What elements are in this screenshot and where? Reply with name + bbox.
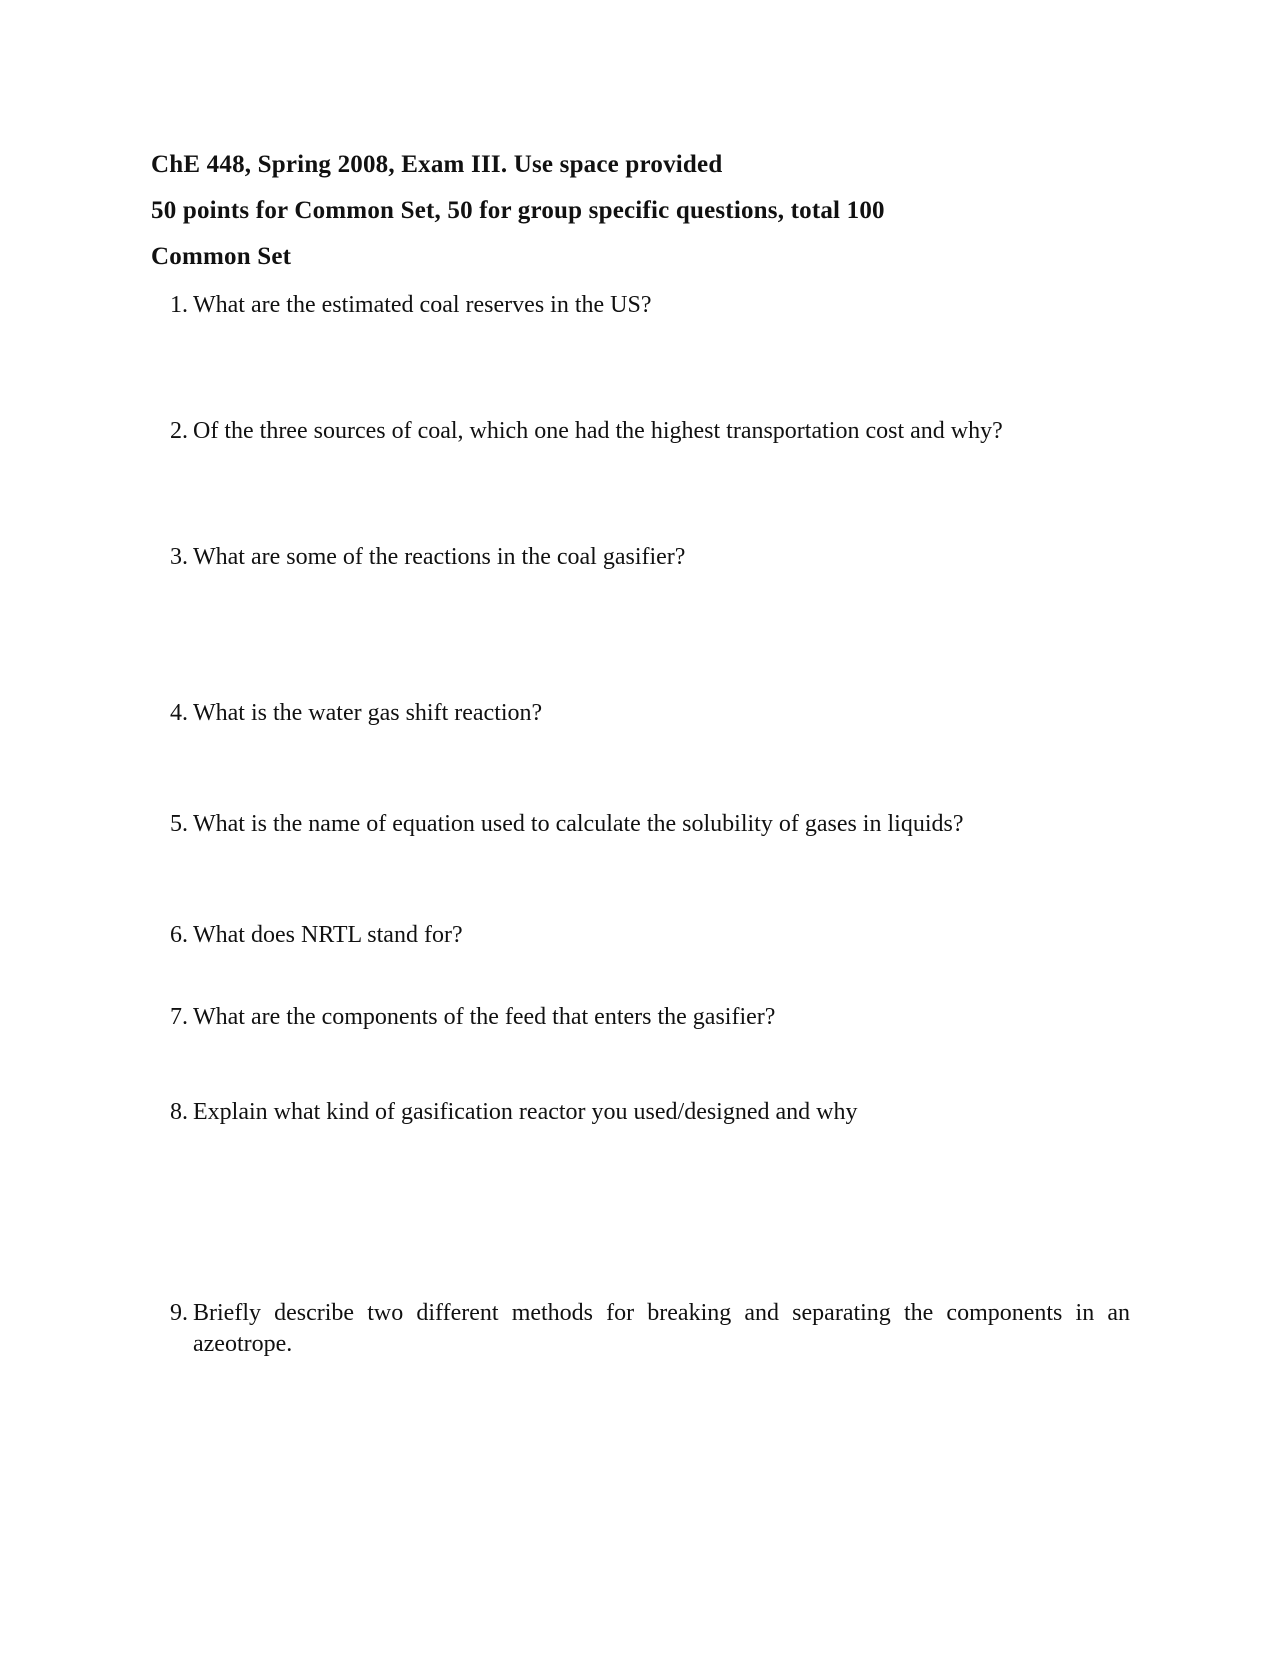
points-line: 50 points for Common Set, 50 for group specific questions, total 100 xyxy=(151,197,885,224)
question-item xyxy=(160,290,1130,321)
question-item xyxy=(160,809,1130,840)
question-number: 7. xyxy=(170,1004,188,1030)
section-title: Common Set xyxy=(151,243,292,270)
question-number: 4. xyxy=(170,700,188,726)
question-item xyxy=(160,1298,1130,1360)
question-item xyxy=(160,920,1130,951)
question-item xyxy=(160,698,1130,729)
question-text: Of the three sources of coal, which one had the highest transportation cost and why? xyxy=(193,418,1003,444)
question-number: 6. xyxy=(170,922,188,948)
question-text: What are the components of the feed that enters the gasifier? xyxy=(193,1004,776,1030)
question-item xyxy=(160,1002,1130,1033)
question-number: 2. xyxy=(170,418,188,444)
question-text: What are the estimated coal reserves in the US? xyxy=(193,292,652,318)
question-number: 9. xyxy=(170,1300,188,1326)
question-text: What does NRTL stand for? xyxy=(193,922,463,948)
question-text: What is the water gas shift reaction? xyxy=(193,700,543,726)
question-item xyxy=(160,1097,1130,1128)
question-number: 8. xyxy=(170,1099,188,1125)
question-item xyxy=(160,416,1130,447)
question-number: 5. xyxy=(170,811,188,837)
question-number: 1. xyxy=(170,292,188,318)
question-text: What is the name of equation used to calculate the solubility of gases in liquids? xyxy=(193,811,964,837)
question-text: Briefly describe two different methods for breaking and separating the components in an azeotrope. xyxy=(193,1300,1130,1357)
exam-title: ChE 448, Spring 2008, Exam III. Use space provided xyxy=(151,151,723,178)
question-number: 3. xyxy=(170,544,188,570)
question-text: Explain what kind of gasification reactor you used/designed and why xyxy=(193,1099,858,1125)
question-text: What are some of the reactions in the coal gasifier? xyxy=(193,544,686,570)
question-item xyxy=(160,542,1130,573)
